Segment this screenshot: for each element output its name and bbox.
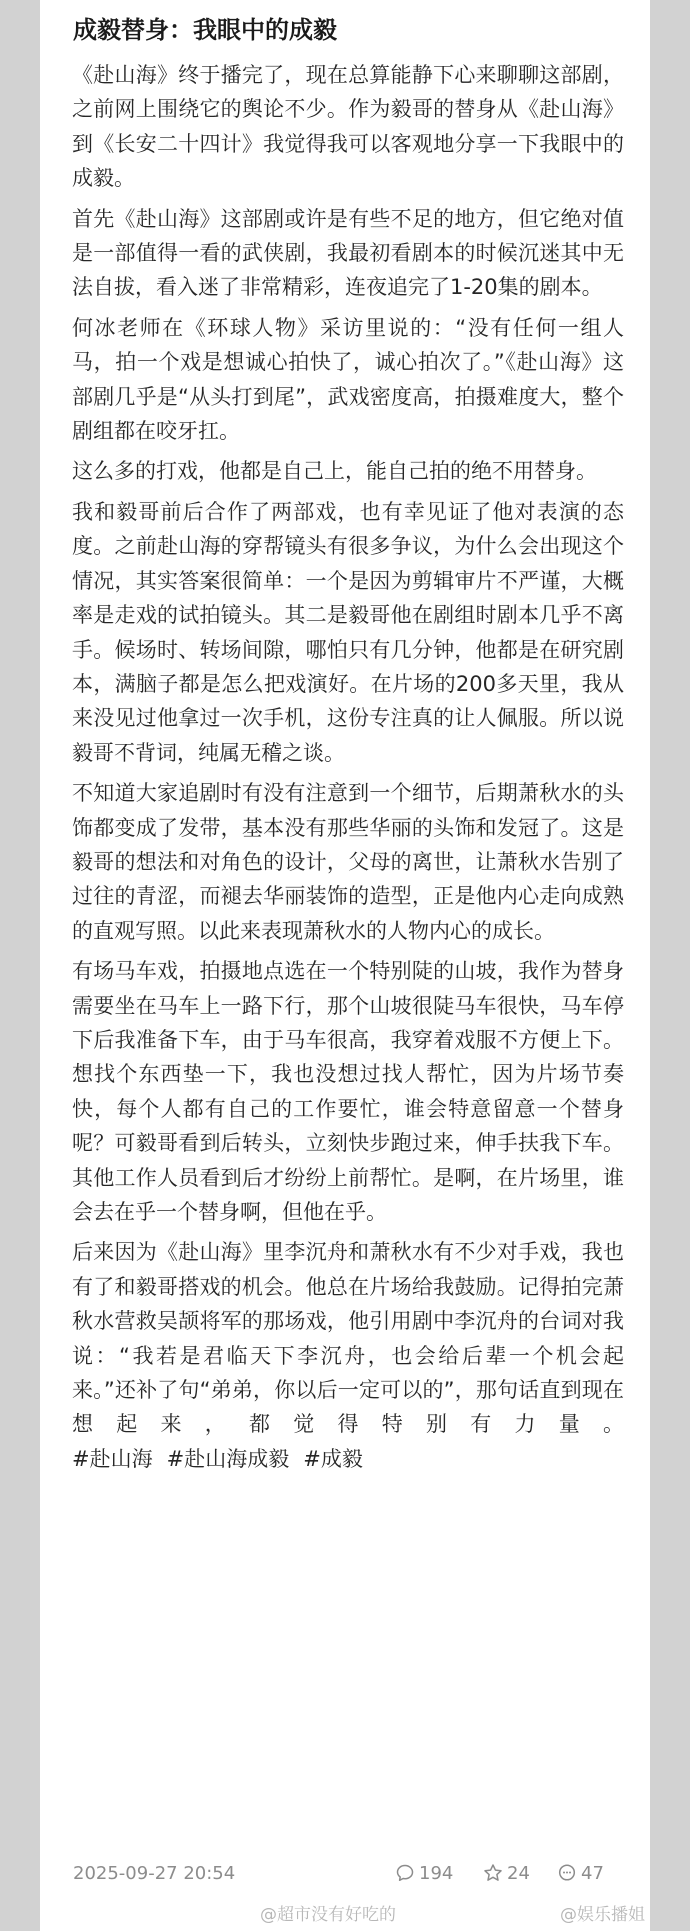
paragraph	[72, 1235, 624, 1476]
hashtag[interactable]: #赴山海成毅	[166, 1446, 290, 1471]
paragraph-text: 后来因为《赴山海》里李沉舟和萧秋水有不少对手戏，我也有了和毅哥搭戏的机会。他总在片场给我鼓励。记得拍完萧秋水营救吴颉将军的那场戏，他引用剧中李沉舟的台词对我说：“我若是君临天下李沉舟，也会给后辈一个机会起来。”还补了句“弟弟，你以后一定可以的”，那句话直到现在想起来，都觉得特别有力量。	[72, 1240, 624, 1437]
post-footer	[73, 1863, 625, 1893]
paragraph: 《赴山海》终于播完了，现在总算能静下心来聊聊这部剧，之前网上围绕它的舆论不少。作为毅哥的替身从《赴山海》到《长安二十四计》我觉得我可以客观地分享一下我眼中的成毅。	[72, 63, 624, 191]
paragraph: 这么多的打戏，他都是自己上，能自己拍的绝不用替身。	[72, 459, 597, 484]
paragraph: 首先《赴山海》这部剧或许是有些不足的地方，但它绝对值是一部值得一看的武侠剧，我最初看剧本的时候沉迷其中无法自拔，看入迷了非常精彩，连夜追完了1-20集的剧本。	[72, 206, 624, 300]
post-title: 成毅替身：我眼中的成毅	[73, 16, 337, 44]
chat-bubble-icon	[557, 1863, 577, 1883]
comments-count: 194	[419, 1863, 454, 1884]
hashtag[interactable]: #赴山海	[72, 1446, 153, 1471]
paragraph: 我和毅哥前后合作了两部戏，也有幸见证了他对表演的态度。之前赴山海的穿帮镜头有很多争议，为什么会出现这个情况，其实答案很简单：一个是因为剪辑审片不严谨，大概率是走戏的试拍镜头。其二是毅哥他在剧组时剧本几乎不离手。候场时、转场间隙，哪怕只有几分钟，他都是在研究剧本，满脑子都是怎么把戏演好。在片场的200多天里，我从来没见过他拿过一次手机，这份专注真的让人佩服。所以说毅哥不背词，纯属无稽之谈。	[72, 499, 624, 765]
comments-button[interactable]	[395, 1863, 453, 1884]
paragraph: 有场马车戏，拍摄地点选在一个特别陡的山坡，我作为替身需要坐在马车上一路下行，那个山坡很陡马车很快，马车停下后我准备下车，由于马车很高，我穿着戏服不方便上下。想找个东西垫一下，我也没想过找人帮忙，因为片场节奏快，每个人都有自己的工作要忙，谁会特意留意一个替身呢？可毅哥看到后转头，立刻快步跑过来，伸手扶我下车。其他工作人员看到后才纷纷上前帮忙。是啊，在片场里，谁会去在乎一个替身啊，但他在乎。	[72, 959, 624, 1224]
reposts-count: 24	[507, 1863, 530, 1884]
likes-count: 47	[581, 1863, 604, 1884]
paragraph: 不知道大家追剧时有没有注意到一个细节，后期萧秋水的头饰都变成了发带，基本没有那些华丽的头饰和发冠了。这是毅哥的想法和对角色的设计，父母的离世，让萧秋水告别了过往的青涩，而褪去华丽装饰的造型，正是他内心走向成熟的直观写照。以此来表现萧秋水的人物内心的成长。	[72, 781, 624, 943]
watermark: @娱乐播姐	[560, 1905, 645, 1925]
post-card	[40, 0, 650, 1931]
hashtag-list	[72, 1447, 377, 1471]
watermark: @超市没有好吃的	[260, 1905, 396, 1925]
speech-bubble-icon	[395, 1863, 415, 1883]
post-timestamp: 2025-09-27 20:54	[73, 1863, 236, 1884]
star-icon	[483, 1863, 503, 1883]
reposts-button[interactable]	[483, 1863, 530, 1884]
paragraph: 何冰老师在《环球人物》采访里说的：“没有任何一组人马，拍一个戏是想诚心拍快了，诚心拍次了。”《赴山海》这部剧几乎是“从头打到尾”，武戏密度高，拍摄难度大，整个剧组都在咬牙扛。	[72, 315, 624, 444]
hashtag[interactable]: #成毅	[303, 1446, 363, 1471]
post-body	[72, 58, 624, 1482]
likes-button[interactable]	[557, 1863, 604, 1884]
